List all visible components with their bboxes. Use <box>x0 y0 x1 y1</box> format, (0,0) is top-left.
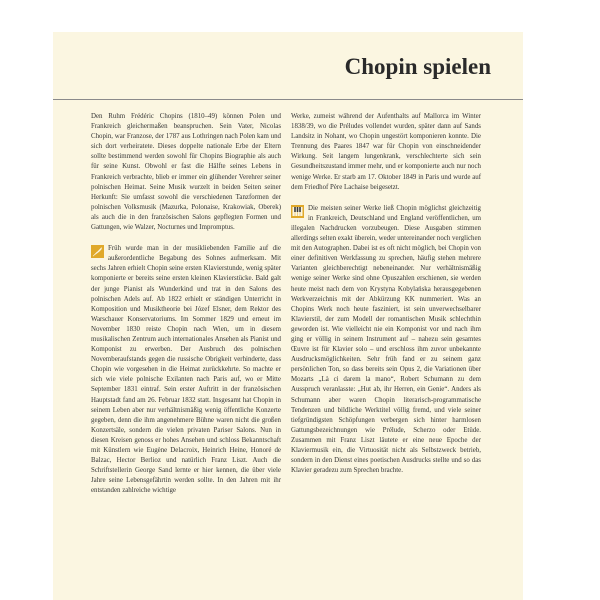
paragraph-early-life-text: Früh wurde man in der musikliebenden Familie auf die außerordentliche Begabung des Sohnes aufmerksam. Mit sechs Jahren erhielt Chopin seine ersten Klavierstunde, wenig später komponierte er bereits seine ersten kleinen Klavierstücke. Bald galt der junge Pianist als Wunderkind und trat in den Salons des polnischen Adels auf. Ab 1822 erhielt er ständigen Unterricht in Komposition und Musiktheorie bei Józef Elsner, dem Rektor des Warschauer Konservatoriums. Im Sommer 1829 und erneut im November 1830 reiste Chopin nach Wien, um in diesem musikalischen Zentrum auch internationales Ansehen als Pianist und Komponist zu erwerben. Der Ausbruch des polnischen Novemberaufstands gegen die russische Obrigkeit verhinderte, dass Chopin wie vorgesehen in die Heimat zurückkehrte. So machte er sich wie viele polnische Exilanten nach Paris auf, wo er Mitte September 1831 eintraf. Sein erster Auftritt in der französischen Hauptstadt fand am 26. Februar 1832 statt. Insgesamt hat Chopin in seinem Leben aber nur verhältnismäßig wenig öffentliche Konzerte gegeben, denn die ihm angenehmere Bühne waren nicht die großen Konzertsäle, sondern die vielen privaten Pariser Salons. Nun in diesen Kreisen genoss er hohes Ansehen und schloss Bekanntschaft mit Künstlern wie Eugène Delacroix, Heinrich Heine, Honoré de Balzac, Hector Berlioz und natürlich Franz Liszt. Auch die Schriftstellerin George Sand lernte er hier kennen, die über viele Jahre seine Lebensgefährtin werden sollte. In den Jahren mit ihr entstanden zahlreiche wichtige <box>91 245 281 495</box>
paragraph-style <box>291 204 481 477</box>
piano-keys-icon <box>291 205 304 218</box>
quill-icon <box>91 245 104 258</box>
right-column <box>291 112 481 476</box>
document-page <box>53 32 523 600</box>
paragraph-style-text: Die meisten seiner Werke ließ Chopin möglichst gleichzeitig in Frankreich, Deutschland und England veröffentlichen, um illegalen Nachdrucken vorzubeugen. Diese Ausgaben stimmen allerdings selten exakt überein, weder untereinander noch verglichen mit den Autographen. Dabei ist es oft nicht möglich, bei Chopin von einer definitiven Werkfassung zu sprechen, häufig stehen mehrere Varianten gleichberechtigt nebeneinander. Nur verhältnismäßig wenige seiner Werke sind ohne Opuszahlen erschienen, sie werden heute meist nach dem von Krystyna Kobylańska herausgegebenen Werkverzeichnis mit der Abkürzung KK nummeriert. Was an Chopins Werk noch heute fasziniert, ist sein unverwechselbarer Klavierstil, der zum Modell der romantischen Musik schlechthin geworden ist. Wie vielleicht nie ein Komponist vor und nach ihm ging er völlig in seinem Instrument auf – nahezu sein gesamtes Œuvre ist für Klavier solo – und erschloss ihm zuvor unbekannte Ausdrucksmöglichkeiten. Sehr früh fand er zu seinem ganz persönlichen Ton, so dass bereits sein Opus 2, die Variationen über Mozarts „Là ci darem la mano“, Robert Schumann zu dem Ausspruch veranlasste: „Hut ab, ihr Herren, ein Genie“. Anders als Schumann aber waren Chopin literarisch-programmatische Tendenzen und bildliche Werktitel völlig fremd, und viele seiner tiefgründigsten Schöpfungen verbergen sich hinter harmlosen Gattungsbezeichnungen wie Prélude, Scherzo oder Etüde. Zusammen mit Franz Liszt läutete er eine neue Epoche der Klaviermusik ein, die Virtuosität nicht als Selbstzweck betrieb, sondern in den Dienst eines poetischen Ausdrucks stellte und so das Klavier geradezu zum Sprechen brachte. <box>291 204 481 475</box>
left-column <box>91 112 281 496</box>
paragraph-intro: Den Ruhm Frédéric Chopins (1810–49) können Polen und Frankreich gleichermaßen beanspruchen. Sein Vater, Nicolas Chopin, war Franzose, der 1787 aus Lothringen nach Polen kam und sich dort verheiratete. Dieses doppelte nationale Erbe der Eltern sollte bestimmend werden sowohl für Chopins Biographie als auch für seine Kunst. Obwohl er fast die Hälfte seines Lebens in Frankreich verbrachte, blieb er immer ein glühender Verehrer seiner polnischen Heimat. Seine Musik wurzelt in beiden Seiten seiner Herkunft: Sie umfasst sowohl die verschiedenen Tanzformen der polnischen Volksmusik (Mazurka, Polonaise, Krakowiak, Oberek) als auch die in den französischen Salons gepflegten Formen und Gattungen, wie Walzer, Nocturnes und Impromptus. <box>91 113 281 232</box>
paragraph-late-works: Werke, zumeist während der Aufenthalts auf Mallorca im Winter 1838/39, wo die Préludes vollendet wurden, später dann auf Sands Landsitz in Nohant, wo Chopin ungestört komponieren konnte. Die Trennung des Paares 1847 war für Chopin von einschneidender Wirkung. Seit langem lungenkrank, verschlechterte sich sein Gesundheitszustand immer mehr, und er komponierte auch nur noch wenige Werke. Er starb am 17. Oktober 1849 in Paris und wurde auf dem Friedhof Père Lachaise beigesetzt. <box>291 113 481 191</box>
page-title: Chopin spielen <box>344 54 491 79</box>
title-rule <box>53 99 523 100</box>
paragraph-early-life <box>91 244 281 496</box>
